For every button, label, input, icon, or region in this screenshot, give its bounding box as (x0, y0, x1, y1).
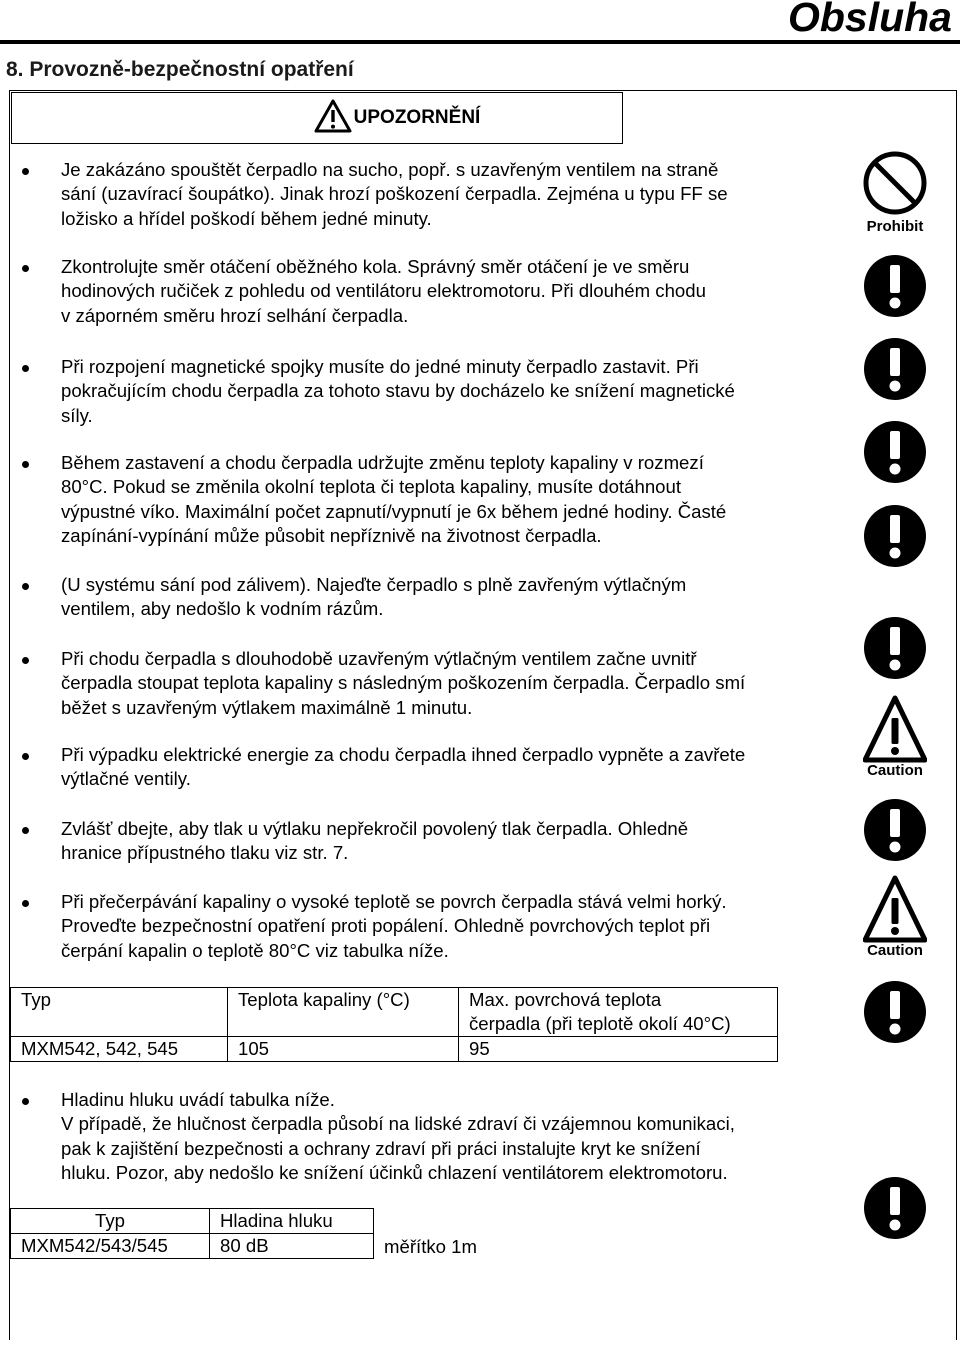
table-header-cell: Typ (11, 988, 228, 1037)
list-item (22, 817, 842, 866)
list-item (22, 573, 842, 622)
mandatory-exclamation-icon (863, 616, 927, 680)
table-cell: MXM542/543/545 (11, 1234, 210, 1259)
table-cell: 95 (459, 1037, 778, 1062)
mandatory-exclamation-icon (863, 980, 927, 1044)
caution-label: Caution (867, 942, 923, 959)
noise-table (10, 1208, 374, 1259)
table-header-cell: Hladina hluku (210, 1209, 374, 1234)
list-item (22, 647, 842, 720)
list-item-text: Při přečerpávání kapaliny o vysoké teplotě se povrch čerpadla stává velmi horký. Proveďte bezpečnostní opatření proti popálení. Ohledně povrchových teplot při čerpání kapalin o teplotě 80°C viz tabulka níže. (61, 891, 727, 961)
list-item-text: Při rozpojení magnetické spojky musíte do jedné minuty čerpadlo zastavit. Při pokračujícím chodu čerpadla za tohoto stavu by docházelo ke snížení magnetické síly. (61, 356, 735, 426)
warning-box (11, 92, 623, 144)
list-item-text: Hladinu hluku uvádí tabulka níže. V případě, že hlučnost čerpadla působí na lidské zdraví či vzájemnou komunikaci, pak k zajištění bezpečnosti a ochrany zdraví při práci instalujte kryt ke snížení hluku. Pozor, aby nedošlo ke snížení účinků chlazení ventilátorem elektromotoru. (61, 1089, 735, 1183)
table-row (11, 1234, 374, 1259)
list-item (22, 255, 842, 328)
bullet-dot (22, 583, 29, 590)
bullet-dot (22, 657, 29, 664)
page-header-title: Obsluha (787, 0, 952, 40)
caution-icon (863, 694, 927, 779)
bullet-dot (22, 365, 29, 372)
prohibit-label: Prohibit (866, 218, 924, 235)
caution-icon (863, 874, 927, 959)
list-item-text: Během zastavení a chodu čerpadla udržujte změnu teploty kapaliny v rozmezí 80°C. Pokud se změnila okolní teplota či teplota kapaliny, musíte dotáhnout výpustné víko. Maximální počet zapnutí/vypnutí je 6x během jedné hodiny. Časté zapínání-vypínání může působit nepříznivě na životnost čerpadla. (61, 452, 727, 546)
warning-triangle-icon (314, 99, 352, 138)
table-header-cell: Max. povrchová teplota čerpadla (při teplotě okolí 40°C) (459, 988, 778, 1037)
mandatory-exclamation-icon (863, 254, 927, 318)
bullet-dot (22, 265, 29, 272)
list-item (22, 1088, 842, 1185)
warning-label: UPOZORNĚNÍ (353, 107, 481, 128)
bullet-dot (22, 827, 29, 834)
list-item (22, 451, 842, 548)
list-item-text: Zvlášť dbejte, aby tlak u výtlaku nepřekročil povolený tlak čerpadla. Ohledně hranice přípustného tlaku viz str. 7. (61, 818, 689, 864)
section-title: 8. Provozně-bezpečnostní opatření (6, 58, 354, 81)
table-header-cell: Typ (11, 1209, 210, 1234)
list-item-text: Při výpadku elektrické energie za chodu čerpadla ihned čerpadlo vypněte a zavřete výtlačné ventily. (61, 744, 746, 790)
table-row (11, 1209, 374, 1234)
header-rule (0, 40, 960, 44)
table-cell: 80 dB (210, 1234, 374, 1259)
list-item-text: Je zakázáno spouštět čerpadlo na sucho, popř. s uzavřeným ventilem na straně sání (uzavírací šoupátko). Jinak hrozí poškození čerpadla. Zejména u typu FF se ložisko a hřídel poškodí během jedné minuty. (61, 159, 728, 229)
bullet-dot (22, 461, 29, 468)
bullet-dot (22, 1098, 29, 1105)
list-item-text: (U systému sání pod zálivem). Najeďte čerpadlo s plně zavřeným výtlačným ventilem, aby nedošlo k vodním rázům. (61, 574, 687, 620)
table-cell: 105 (228, 1037, 459, 1062)
mandatory-exclamation-icon (863, 337, 927, 401)
bullet-dot (22, 753, 29, 760)
list-item (22, 890, 842, 963)
temperature-table (10, 987, 778, 1062)
mandatory-exclamation-icon (863, 798, 927, 862)
mandatory-exclamation-icon (863, 420, 927, 484)
list-item (22, 158, 842, 231)
table-cell: MXM542, 542, 545 (11, 1037, 228, 1062)
mandatory-exclamation-icon (863, 504, 927, 568)
caution-label: Caution (867, 762, 923, 779)
mandatory-exclamation-icon (863, 1176, 927, 1240)
table-header-cell: Teplota kapaliny (°C) (228, 988, 459, 1037)
bullet-dot (22, 900, 29, 907)
table-row (11, 988, 778, 1037)
list-item-text: Při chodu čerpadla s dlouhodobě uzavřeným výtlačným ventilem začne uvnitř čerpadla stoupat teplota kapaliny s následným poškozením čerpadla. Čerpadlo smí běžet s uzavřeným výtlakem maximálně 1 minutu. (61, 648, 746, 718)
list-item (22, 355, 842, 428)
list-item (22, 743, 842, 792)
prohibit-icon (863, 150, 927, 235)
measurement-note: měřítko 1m (384, 1236, 477, 1257)
bullet-dot (22, 168, 29, 175)
list-item-text: Zkontrolujte směr otáčení oběžného kola. Správný směr otáčení je ve směru hodinových ručiček z pohledu od ventilátoru elektromotoru. Při dlouhém chodu v záporném směru hrozí selhání čerpadla. (61, 256, 706, 326)
table-row (11, 1037, 778, 1062)
